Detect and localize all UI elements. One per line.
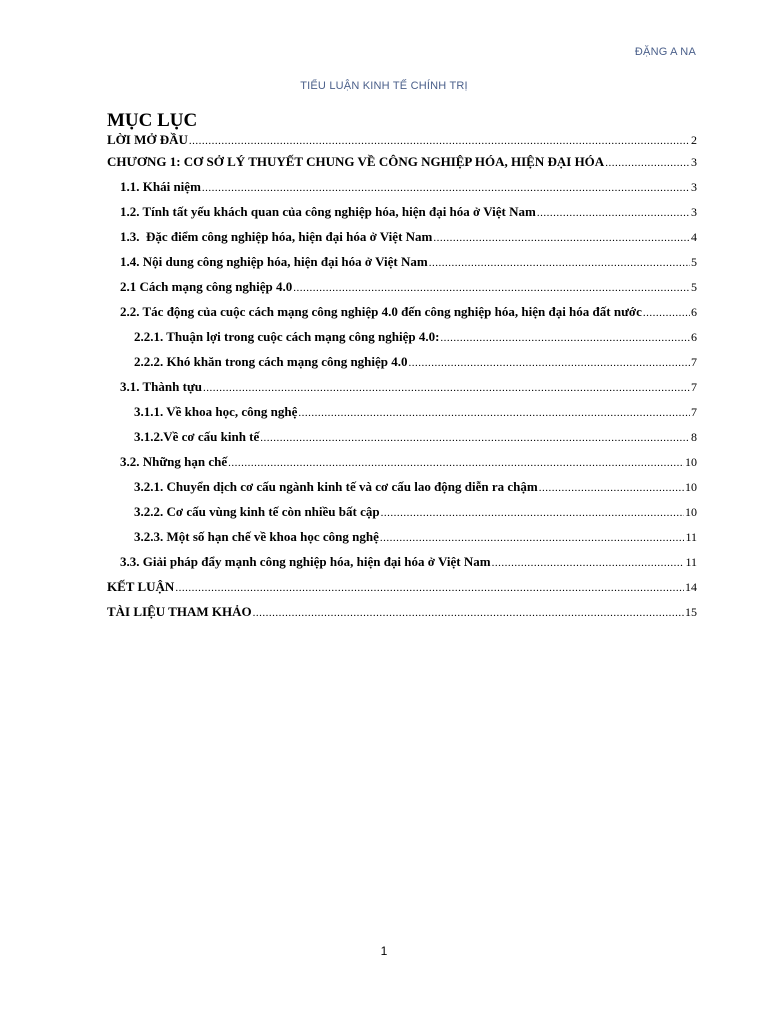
toc-entry-page: 10 — [685, 480, 697, 494]
toc-entry-label: 3.2.1. Chuyển dịch cơ cấu ngành kinh tế và cơ cấu lao động diễn ra chậm — [134, 479, 538, 494]
toc-entry-page: 8 — [691, 430, 697, 444]
toc-entry-label: 3.2. Những hạn chế — [120, 454, 228, 469]
toc-dot-leader — [202, 182, 690, 194]
toc-entry-label: 1.2. Tính tất yếu khách quan của công nghiệp hóa, hiện đại hóa ở Việt Nam — [120, 204, 536, 219]
toc-entry-3-2-2[interactable] — [107, 504, 697, 529]
toc-entry-2-2[interactable] — [107, 304, 697, 329]
toc-dot-leader — [380, 532, 685, 544]
page-number: 1 — [380, 944, 388, 958]
toc-entry-3-2-3[interactable] — [107, 529, 697, 554]
toc-entry-page: 5 — [691, 255, 697, 269]
toc-dot-leader — [253, 607, 684, 619]
toc-dot-leader — [298, 407, 690, 419]
toc-entry-label: 2.2. Tác động của cuộc cách mạng công nghiệp 4.0 đến công nghiệp hóa, hiện đại hóa đất nước — [120, 304, 642, 319]
toc-entry-page: 6 — [691, 305, 697, 319]
toc-entry-3-2[interactable] — [107, 454, 697, 479]
toc-entry-page: 5 — [691, 280, 697, 294]
toc-entry-3-3[interactable] — [107, 554, 697, 579]
toc-entry-label: 3.2.3. Một số hạn chế về khoa học công nghệ — [134, 529, 379, 544]
toc-dot-leader — [440, 332, 690, 344]
toc-entry-label: 1.3. Đặc điểm công nghiệp hóa, hiện đại hóa ở Việt Nam — [120, 229, 433, 244]
toc-entry-label: 2.2.1. Thuận lợi trong cuộc cách mạng công nghiệp 4.0: — [134, 329, 440, 344]
toc-dot-leader — [605, 157, 690, 169]
toc-entry-page: 7 — [691, 380, 697, 394]
toc-heading: MỤC LỤC — [107, 110, 198, 131]
toc-entry-label: 1.4. Nội dung công nghiệp hóa, hiện đại hóa ở Việt Nam — [120, 254, 428, 269]
header-title: TIỂU LUẬN KINH TẾ CHÍNH TRỊ — [300, 80, 468, 92]
table-of-contents — [107, 132, 697, 629]
toc-dot-leader — [643, 307, 690, 319]
toc-entry-label: 3.2.2. Cơ cấu vùng kinh tế còn nhiều bất cập — [134, 504, 380, 519]
toc-dot-leader — [228, 457, 684, 469]
toc-entry-label: 3.1.1. Về khoa học, công nghệ — [134, 404, 298, 419]
toc-entry-page: 4 — [691, 230, 697, 244]
toc-entry-3-2-1[interactable] — [107, 479, 697, 504]
toc-entry-1-2[interactable] — [107, 204, 697, 229]
header-author: ĐẶNG A NA — [634, 46, 696, 58]
toc-entry-1-3[interactable] — [107, 229, 697, 254]
toc-entry-page: 3 — [691, 205, 697, 219]
toc-dot-leader — [203, 382, 690, 394]
toc-entry-3-1-2[interactable] — [107, 429, 697, 454]
toc-dot-leader — [381, 507, 684, 519]
toc-entry-page: 6 — [691, 330, 697, 344]
toc-entry-page: 3 — [691, 155, 697, 169]
toc-entry-page: 7 — [691, 405, 697, 419]
toc-entry-page: 11 — [685, 555, 697, 569]
toc-entry-label: 3.1. Thành tựu — [120, 379, 202, 394]
toc-dot-leader — [409, 357, 690, 369]
toc-entry-2-2-2[interactable] — [107, 354, 697, 379]
toc-entry-2-1[interactable] — [107, 279, 697, 304]
toc-entry-3-1-1[interactable] — [107, 404, 697, 429]
toc-entry-label: KẾT LUẬN — [107, 579, 175, 594]
toc-dot-leader — [175, 582, 684, 594]
toc-entry-label: TÀI LIỆU THAM KHẢO — [107, 604, 252, 619]
toc-dot-leader — [433, 232, 690, 244]
toc-dot-leader — [189, 135, 690, 147]
toc-entry-page: 7 — [691, 355, 697, 369]
toc-entry-3-1[interactable] — [107, 379, 697, 404]
toc-entry-label: LỜI MỞ ĐẦU — [107, 132, 188, 147]
toc-entry-page: 2 — [691, 133, 697, 147]
toc-entry-page: 10 — [685, 455, 697, 469]
toc-entry-label: 1.1. Khái niệm — [120, 179, 201, 194]
toc-entry-page: 3 — [691, 180, 697, 194]
toc-entry-label: CHƯƠNG 1: CƠ SỞ LÝ THUYẾT CHUNG VỀ CÔNG NGHIỆP HÓA, HIỆN ĐẠI HÓA — [107, 154, 605, 169]
toc-entry-label: 3.3. Giải pháp đẩy mạnh công nghiệp hóa, hiện đại hóa ở Việt Nam — [120, 554, 491, 569]
toc-entry-label: 2.2.2. Khó khăn trong cách mạng công nghiệp 4.0 — [134, 354, 408, 369]
toc-dot-leader — [539, 482, 684, 494]
toc-entry-1-1[interactable] — [107, 179, 697, 204]
toc-dot-leader — [492, 557, 685, 569]
toc-entry-label: 3.1.2.Về cơ cấu kinh tế — [134, 429, 260, 444]
toc-entry-page: 10 — [685, 505, 697, 519]
toc-dot-leader — [429, 257, 690, 269]
toc-entry-ket-luan[interactable] — [107, 579, 697, 604]
toc-entry-label: 2.1 Cách mạng công nghiệp 4.0 — [120, 279, 293, 294]
toc-entry-chuong-1[interactable] — [107, 154, 697, 179]
toc-entry-loi-mo-dau[interactable] — [107, 132, 697, 154]
toc-entry-page: 11 — [685, 530, 697, 544]
toc-dot-leader — [293, 282, 690, 294]
toc-dot-leader — [260, 432, 690, 444]
toc-entry-2-2-1[interactable] — [107, 329, 697, 354]
toc-dot-leader — [537, 207, 690, 219]
toc-entry-page: 15 — [685, 605, 697, 619]
toc-entry-page: 14 — [685, 580, 697, 594]
toc-entry-1-4[interactable] — [107, 254, 697, 279]
toc-entry-tai-lieu-tham-khao[interactable] — [107, 604, 697, 629]
